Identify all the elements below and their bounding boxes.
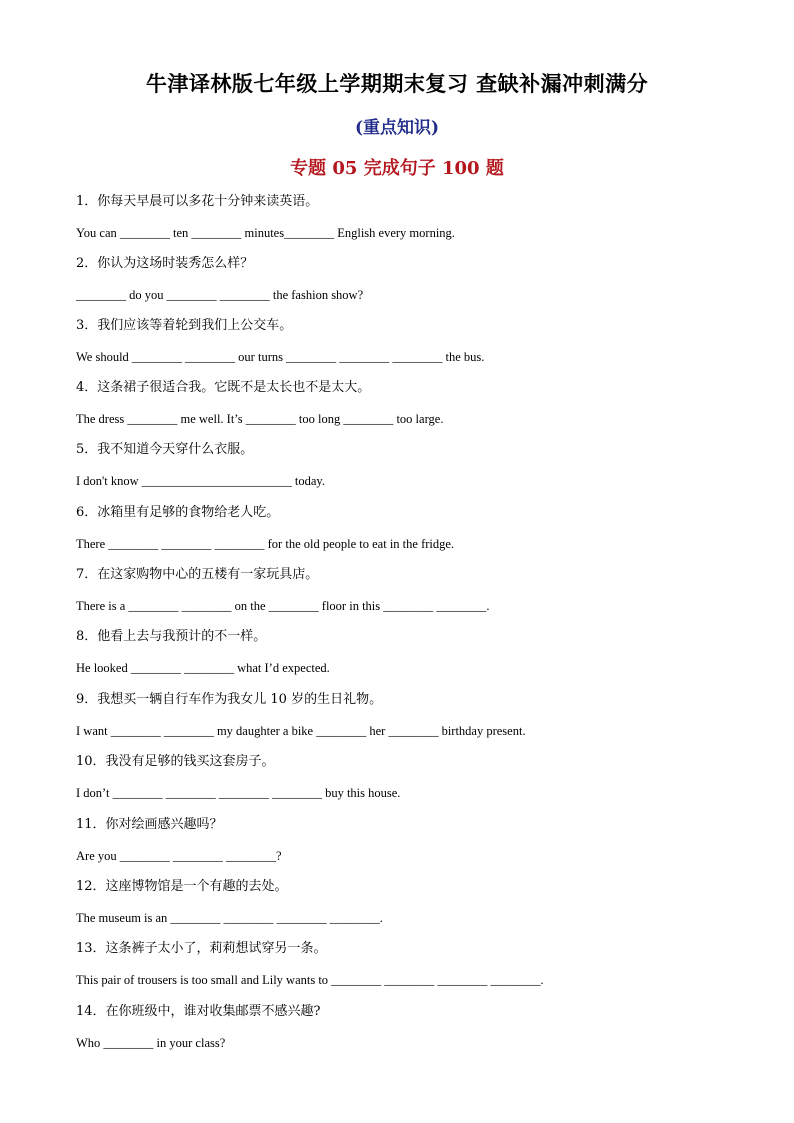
question-english: You can ________ ten ________ minutes________ English every morning.: [76, 226, 455, 240]
question-english: I want ________ ________ my daughter a bike ________ her ________ birthday present.: [76, 724, 526, 738]
question-item: [76, 193, 716, 240]
question-english: The dress ________ me well. It’s ________ too long ________ too large.: [76, 412, 444, 426]
question-english: Are you ________ ________ ________?: [76, 849, 282, 863]
question-english: The museum is an ________ ________ ________ ________.: [76, 911, 383, 925]
question-english: There is a ________ ________ on the ________ floor in this ________ ________.: [76, 599, 490, 613]
document-title: 牛津译林版七年级上学期期末复习 查缺补漏冲刺满分: [145, 71, 649, 96]
question-item: [76, 691, 716, 738]
question-chinese: 8．他看上去与我预计的不一样。: [76, 629, 267, 644]
question-chinese: 6．冰箱里有足够的食物给老人吃。: [76, 505, 280, 520]
question-english: I don't know ________________________ today.: [76, 474, 325, 488]
question-item: [76, 504, 716, 551]
question-english: Who ________ in your class?: [76, 1036, 226, 1050]
question-item: [76, 1003, 716, 1050]
question-item: [76, 566, 716, 613]
question-chinese: 3．我们应该等着轮到我们上公交车。: [76, 318, 293, 333]
question-item: [76, 317, 716, 364]
question-chinese: 5．我不知道今天穿什么衣服。: [76, 442, 254, 457]
question-english: This pair of trousers is too small and Lily wants to ________ ________ ________ ________.: [76, 973, 544, 987]
topic-heading: 专题 05 完成句子 100 题: [290, 158, 504, 179]
question-item: [76, 628, 716, 675]
question-item: [76, 753, 716, 800]
question-chinese: 7．在这家购物中心的五楼有一家玩具店。: [76, 567, 319, 582]
question-english: I don’t ________ ________ ________ ________ buy this house.: [76, 786, 401, 800]
question-chinese: 13．这条裤子太小了，莉莉想试穿另一条。: [76, 941, 327, 956]
question-chinese: 11．你对绘画感兴趣吗？: [76, 817, 223, 832]
question-english: There ________ ________ ________ for the old people to eat in the fridge.: [76, 537, 455, 551]
question-item: [76, 441, 716, 488]
question-english: He looked ________ ________ what I’d expected.: [76, 661, 330, 675]
question-chinese: 14．在你班级中，谁对收集邮票不感兴趣?: [76, 1004, 321, 1019]
question-chinese: 1．你每天早晨可以多花十分钟来读英语。: [76, 194, 319, 209]
question-english: We should ________ ________ our turns ________ ________ ________ the bus.: [76, 350, 485, 364]
question-item: [76, 255, 716, 302]
question-chinese: 4．这条裙子很适合我。它既不是太长也不是太大。: [76, 380, 371, 395]
question-chinese: 10．我没有足够的钱买这套房子。: [76, 754, 275, 769]
question-item: [76, 878, 716, 925]
document-subtitle: (重点知识): [354, 118, 440, 138]
question-item: [76, 940, 716, 987]
question-chinese: 2．你认为这场时装秀怎么样？: [76, 256, 254, 271]
question-chinese: 9．我想买一辆自行车作为我女儿 10 岁的生日礼物。: [76, 692, 383, 707]
question-chinese: 12．这座博物馆是一个有趣的去处。: [76, 879, 288, 894]
question-english: ________ do you ________ ________ the fashion show?: [76, 288, 364, 302]
question-item: [76, 816, 716, 863]
question-item: [76, 379, 716, 426]
